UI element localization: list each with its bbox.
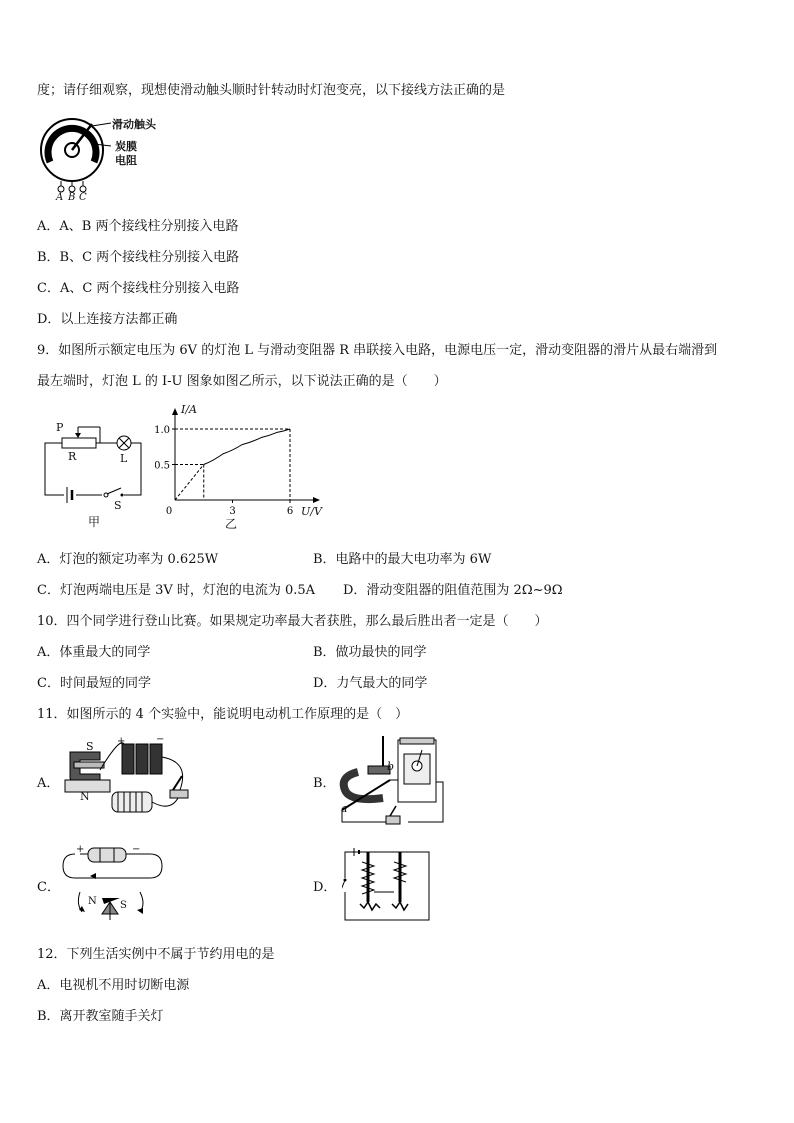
q12-option-b: B．离开教室随手关灯 — [37, 1009, 164, 1024]
series-circuit-figure — [40, 415, 150, 529]
q11-label-a: A． — [37, 776, 60, 791]
carbon-film-label-2: 电阻 — [115, 154, 137, 167]
x-tick-label: 3 — [229, 506, 236, 517]
q11-stem: 11．如图所示的 4 个实验中，能说明电动机工作原理的是（ ） — [37, 707, 409, 722]
needle-s-label: S — [120, 900, 127, 911]
circuit-caption: 甲 — [88, 515, 101, 529]
q11-label-c: C． — [37, 880, 60, 895]
x-tick-label: 6 — [286, 506, 294, 517]
pole-n-label: N — [80, 790, 90, 803]
battery-minus-label: − — [156, 734, 165, 745]
x-axis-label: U/V — [301, 505, 322, 518]
y-tick-label: 0.5 — [155, 460, 170, 472]
pole-s-label: S — [86, 740, 94, 753]
battery-plus-label-c: + — [76, 844, 85, 855]
slider-contact-label: 滑动触头 — [112, 118, 156, 131]
potentiometer-figure — [36, 112, 166, 204]
iu-curve — [204, 429, 290, 465]
rheostat-r-label: R — [68, 450, 77, 463]
battery-plus-label: + — [117, 736, 126, 747]
extrapolated-segment — [175, 465, 204, 501]
terminal-a-label: A — [56, 192, 64, 203]
y-axis-label: I/A — [181, 403, 197, 416]
q9-option-c: C．灯泡两端电压是 3V 时，灯泡的电流为 0.5A — [37, 583, 316, 598]
q8-stem-tail: 度；请仔细观察，现想使滑动触头顺时针转动时灯泡变亮，以下接线方法正确的是 — [37, 83, 506, 98]
experiment-d-figure — [342, 848, 432, 924]
iu-chart — [155, 405, 330, 530]
q9-option-d: D．滑动变阻器的阻值范围为 2Ω~9Ω — [343, 583, 563, 598]
terminal-b-label: B — [68, 192, 76, 203]
needle-n-label: N — [88, 896, 97, 907]
q10-option-b: B．做功最快的同学 — [313, 645, 427, 660]
q10-stem: 10．四个同学进行登山比赛。如果规定功率最大者获胜，那么最后胜出者一定是（ ） — [37, 614, 548, 629]
q9-option-a: A．灯泡的额定功率为 0.625W — [37, 552, 219, 567]
q12-stem: 12．下列生活实例中不属于节约用电的是 — [37, 947, 275, 962]
chart-caption: 乙 — [225, 517, 238, 531]
x-tick-label: 0 — [165, 506, 173, 517]
q8-option-a: A．A、B 两个接线柱分别接入电路 — [37, 219, 239, 234]
q8-option-d: D．以上连接方法都正确 — [37, 312, 178, 327]
wire-end-a-label: a — [341, 802, 348, 815]
q9-stem-line1: 9．如图所示额定电压为 6V 的灯泡 L 与滑动变阻器 R 串联接入电路，电源电压一定，滑动变阻器的滑片从最右端滑到 — [37, 343, 718, 358]
experiment-c-figure — [60, 842, 165, 924]
switch-s-label: S — [114, 499, 122, 512]
q11-label-d: D． — [313, 880, 337, 895]
q10-option-d: D．力气最大的同学 — [313, 676, 428, 691]
y-tick-label: 1.0 — [155, 425, 170, 436]
lamp-l-label: L — [120, 452, 128, 465]
battery-minus-label-c: − — [132, 844, 141, 855]
slider-p-label: P — [56, 421, 64, 434]
wire-end-b-label: b — [387, 760, 395, 773]
experiment-a-figure — [60, 732, 195, 827]
q8-option-c: C．A、C 两个接线柱分别接入电路 — [37, 281, 240, 296]
y-axis-arrow — [172, 408, 178, 415]
q12-option-a: A．电视机不用时切断电源 — [37, 978, 190, 993]
q9-option-b: B．电路中的最大电功率为 6W — [313, 552, 492, 567]
q10-option-c: C．时间最短的同学 — [37, 676, 151, 691]
experiment-b-figure — [338, 732, 448, 832]
x-axis-arrow — [313, 497, 320, 503]
terminal-c-label: C — [79, 192, 87, 203]
q10-option-a: A．体重最大的同学 — [37, 645, 151, 660]
q11-label-b: B． — [313, 776, 336, 791]
q9-stem-line2: 最左端时，灯泡 L 的 I-U 图象如图乙所示，以下说法正确的是（ ） — [37, 374, 447, 389]
q8-option-b: B．B、C 两个接线柱分别接入电路 — [37, 250, 240, 265]
carbon-film-label-1: 炭膜 — [115, 140, 137, 153]
